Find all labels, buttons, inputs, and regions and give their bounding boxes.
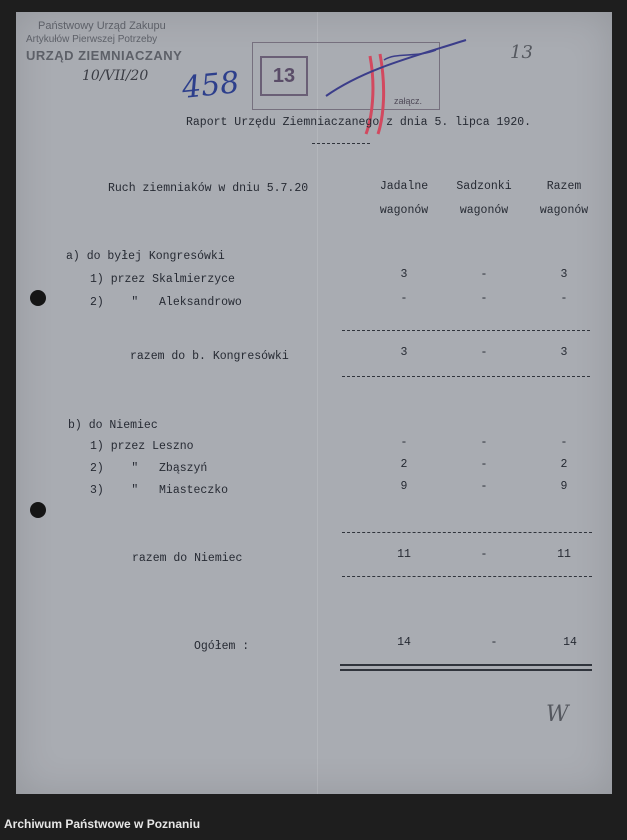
grand-total-seedlings: - [490,636,498,649]
report-title: Raport Urzędu Ziemniaczanego z dnia 5. lipca 1920. [186,116,532,129]
section-a-rule-bottom [342,376,590,377]
handwritten-page-number: 13 [510,42,533,63]
section-b-rule-bottom [342,576,592,577]
archive-footer: Archiwum Państwowe w Poznaniu [4,817,201,831]
cell-total: - [560,292,568,305]
section-b-total-sum: 11 [557,548,571,561]
section-a-label: a) do byłej Kongresówki [66,250,225,263]
office-stamp-line1: Państwowy Urząd Zakupu [38,20,166,32]
row-label: 2) " Zbąszyń [90,462,208,475]
header-total-unit: wagonów [539,204,589,217]
office-stamp-line3: URZĄD ZIEMNIACZANY [26,48,183,63]
section-b-total-label: razem do Niemiec [132,552,243,565]
section-a-total-edible: 3 [400,346,408,359]
header-edible-unit: wagonów [379,204,429,217]
section-b-total-edible: 11 [397,548,411,561]
section-a-total-sum: 3 [560,346,568,359]
cell-seedlings: - [480,268,488,281]
header-total: Razem [546,180,582,193]
cell-total: 9 [560,480,568,493]
punch-hole-bottom [30,502,46,518]
cell-seedlings: - [480,458,488,471]
receipt-stamp-number: 13 [260,56,308,96]
handwritten-date: 10/VII/20 [82,68,149,84]
grand-total-double-rule [340,664,592,671]
section-a-total-seedlings: - [480,346,488,359]
cell-edible: 3 [400,268,408,281]
row-label: 1) przez Skalmierzyce [90,273,235,286]
punch-hole-top [30,290,46,306]
grand-total-sum: 14 [563,636,577,649]
row-label: 1) przez Leszno [90,440,194,453]
table-header-movement: Ruch ziemniaków w dniu 5.7.20 [108,182,309,195]
grand-total-edible: 14 [397,636,411,649]
header-edible: Jadalne [379,180,429,193]
cell-total: - [560,436,568,449]
section-b-rule-top [342,532,592,533]
document-page [16,12,612,794]
row-label: 3) " Miasteczko [90,484,229,497]
cell-seedlings: - [480,436,488,449]
cell-total: 3 [560,268,568,281]
office-stamp-line2: Artykułów Pierwszej Potrzeby [26,34,158,45]
row-label: 2) " Aleksandrowo [90,296,242,309]
header-seedlings-unit: wagonów [459,204,509,217]
section-a-rule-top [342,330,590,331]
title-underline [312,143,370,144]
header-seedlings: Sadzonki [456,180,512,193]
grand-total-label: Ogółem : [194,640,250,653]
handwritten-initials: W [546,702,569,727]
cell-total: 2 [560,458,568,471]
section-b-total-seedlings: - [480,548,488,561]
handwritten-number-blue: 458 [180,65,241,106]
cell-edible: - [400,436,408,449]
cell-seedlings: - [480,480,488,493]
cell-edible: 2 [400,458,408,471]
cell-edible: - [400,292,408,305]
cell-edible: 9 [400,480,408,493]
section-a-total-label: razem do b. Kongresówki [130,350,289,363]
section-b-label: b) do Niemiec [68,419,158,432]
receipt-stamp-attachment: załącz. [394,96,423,106]
cell-seedlings: - [480,292,488,305]
